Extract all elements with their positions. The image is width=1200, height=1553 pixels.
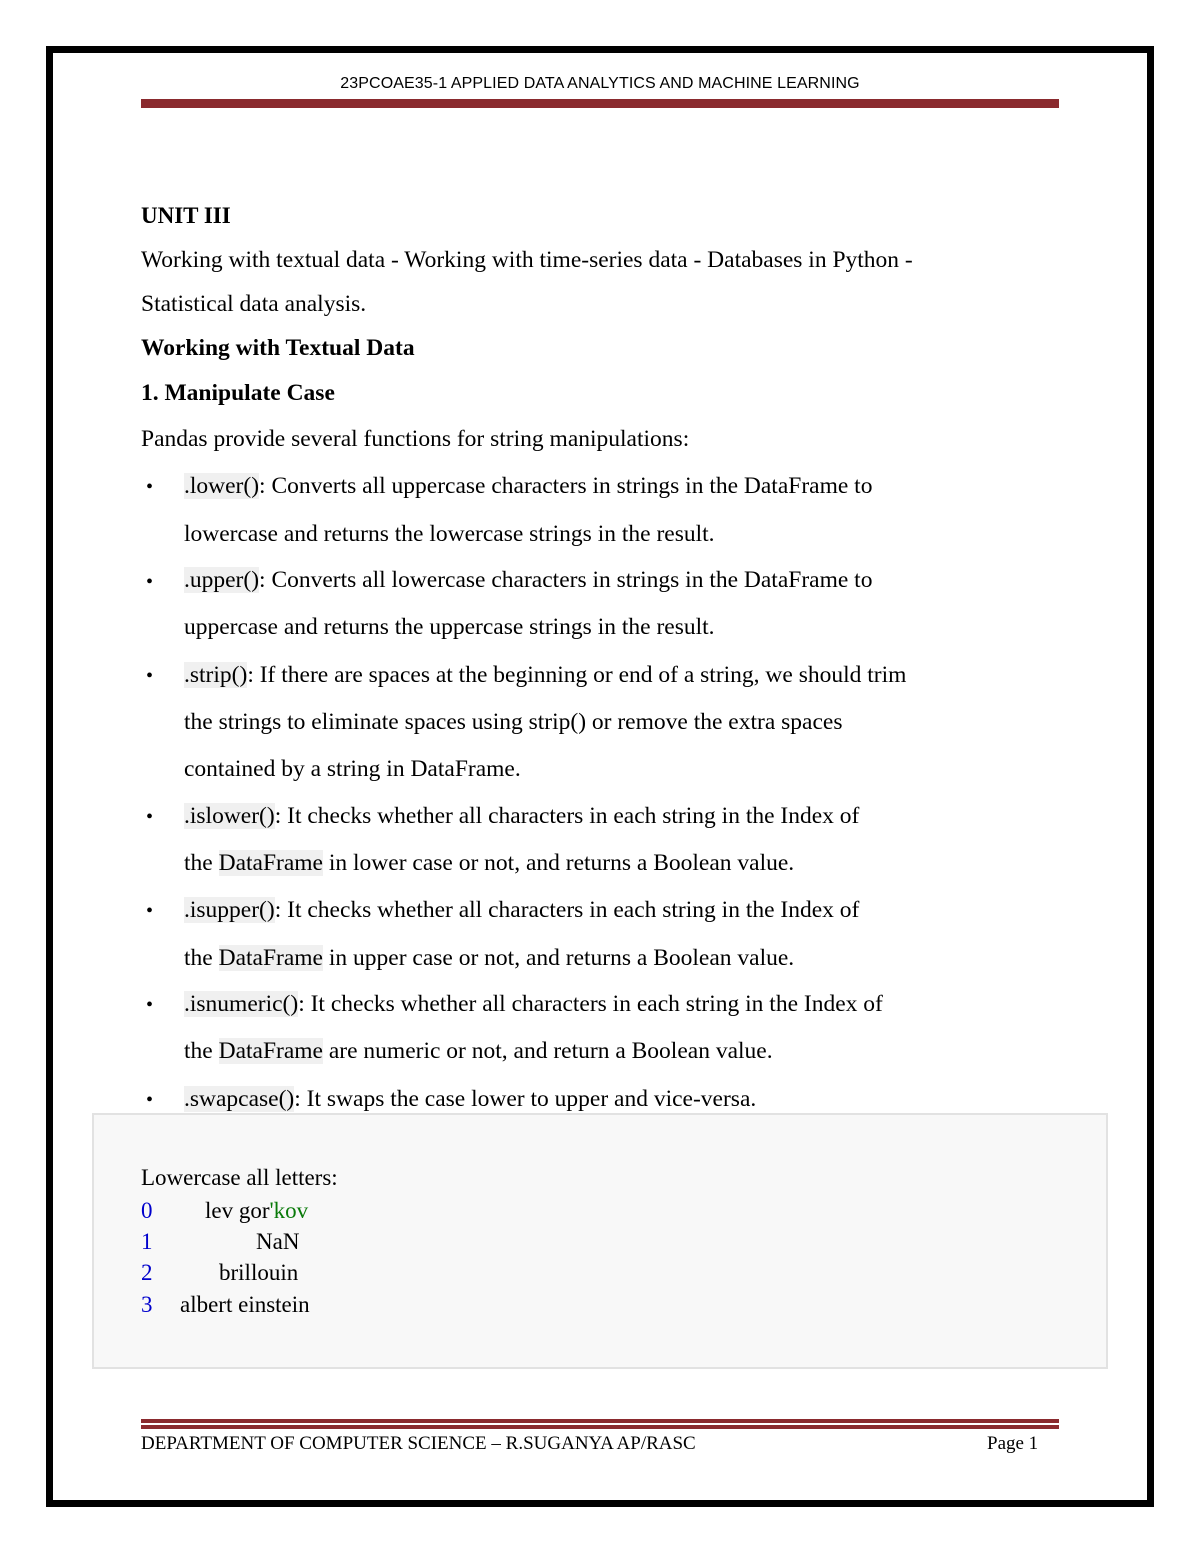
output-index: 1 — [141, 1229, 153, 1254]
bullet-text: : If there are spaces at the beginning or end of a string, we should trim — [247, 662, 907, 688]
subsection-title: 1. Manipulate Case — [141, 380, 335, 406]
section-title: Working with Textual Data — [141, 335, 415, 361]
code-isupper: .isupper() — [184, 897, 275, 923]
bullet-text: in lower case or not, and returns a Boolean value. — [323, 850, 795, 876]
output-value — [205, 1198, 308, 1224]
bullet-upper — [184, 567, 872, 594]
bullet-text: : It checks whether all characters in each string in the Index of — [274, 897, 860, 923]
bullet-marker: • — [146, 994, 154, 1016]
output-value: NaN — [256, 1229, 300, 1254]
bullet-isnumeric — [184, 991, 883, 1018]
bullet-text: the — [184, 1038, 219, 1064]
output-index: 2 — [141, 1260, 153, 1285]
bullet-text: : It checks whether all characters in each string in the Index of — [274, 803, 860, 829]
bullet-text: the — [184, 945, 219, 971]
syllabus-line-2: Statistical data analysis. — [141, 291, 367, 317]
bullet-upper-cont: uppercase and returns the uppercase strings in the result. — [184, 614, 715, 640]
unit-heading: UNIT III — [141, 203, 231, 228]
code-islower: .islower() — [184, 803, 275, 829]
output-value: brillouin — [219, 1260, 299, 1285]
bullet-text: the — [184, 850, 219, 876]
code-isnumeric: .isnumeric() — [184, 991, 299, 1017]
bullet-text: : It checks whether all characters in each string in the Index of — [298, 991, 883, 1017]
code-lower: .lower() — [184, 473, 260, 499]
bullet-marker: • — [146, 665, 154, 687]
syllabus-line-1: Working with textual data - Working with time-series data - Databases in Python - — [141, 247, 913, 273]
bullet-text: : Converts all uppercase characters in strings in the DataFrame to — [259, 473, 873, 499]
bullet-islower — [184, 803, 859, 830]
code-upper: .upper() — [184, 567, 260, 593]
footer-rule-bottom — [141, 1425, 1059, 1429]
bullet-swapcase — [184, 1086, 756, 1113]
bullet-lower — [184, 473, 872, 500]
bullet-text: in upper case or not, and returns a Boolean value. — [323, 945, 795, 971]
bullet-marker: • — [146, 900, 154, 922]
footer-rule-top — [141, 1419, 1059, 1423]
bullet-islower-cont — [184, 850, 794, 877]
output-index: 0 — [141, 1198, 153, 1223]
code-dataframe: DataFrame — [218, 1038, 323, 1064]
bullet-text: are numeric or not, and return a Boolean value. — [323, 1038, 773, 1064]
bullet-strip — [184, 662, 906, 689]
output-heading: Lowercase all letters: — [141, 1165, 338, 1190]
code-strip: .strip() — [184, 662, 248, 688]
footer-page-number: Page 1 — [987, 1433, 1039, 1454]
bullet-isupper-cont — [184, 945, 794, 972]
bullet-lower-cont: lowercase and returns the lowercase strings in the result. — [184, 521, 715, 547]
code-dataframe: DataFrame — [218, 945, 323, 971]
bullet-strip-cont: the strings to eliminate spaces using strip() or remove the extra spaces — [184, 709, 843, 735]
bullet-text: : Converts all lowercase characters in strings in the DataFrame to — [259, 567, 873, 593]
code-swapcase: .swapcase() — [184, 1086, 295, 1112]
header-title: 23PCOAE35-1 APPLIED DATA ANALYTICS AND MACHINE LEARNING — [340, 75, 860, 92]
footer-department: DEPARTMENT OF COMPUTER SCIENCE – R.SUGANYA AP/RASC — [141, 1433, 696, 1454]
bullet-strip-cont-2: contained by a string in DataFrame. — [184, 756, 521, 782]
output-index: 3 — [141, 1292, 153, 1317]
output-box — [92, 1113, 1108, 1369]
bullet-marker: • — [146, 806, 154, 828]
output-value: albert einstein — [180, 1292, 310, 1317]
header-rule — [141, 99, 1059, 108]
output-value-text: lev gor — [205, 1198, 270, 1223]
output-value-string: 'kov — [269, 1198, 309, 1223]
code-dataframe: DataFrame — [218, 850, 323, 876]
bullet-marker: • — [146, 571, 154, 593]
bullet-isnumeric-cont — [184, 1038, 773, 1065]
bullet-marker: • — [146, 1089, 154, 1111]
intro-text: Pandas provide several functions for string manipulations: — [141, 426, 690, 452]
bullet-marker: • — [146, 476, 154, 498]
bullet-text: : It swaps the case lower to upper and vice-versa. — [294, 1086, 757, 1112]
bullet-isupper — [184, 897, 859, 924]
